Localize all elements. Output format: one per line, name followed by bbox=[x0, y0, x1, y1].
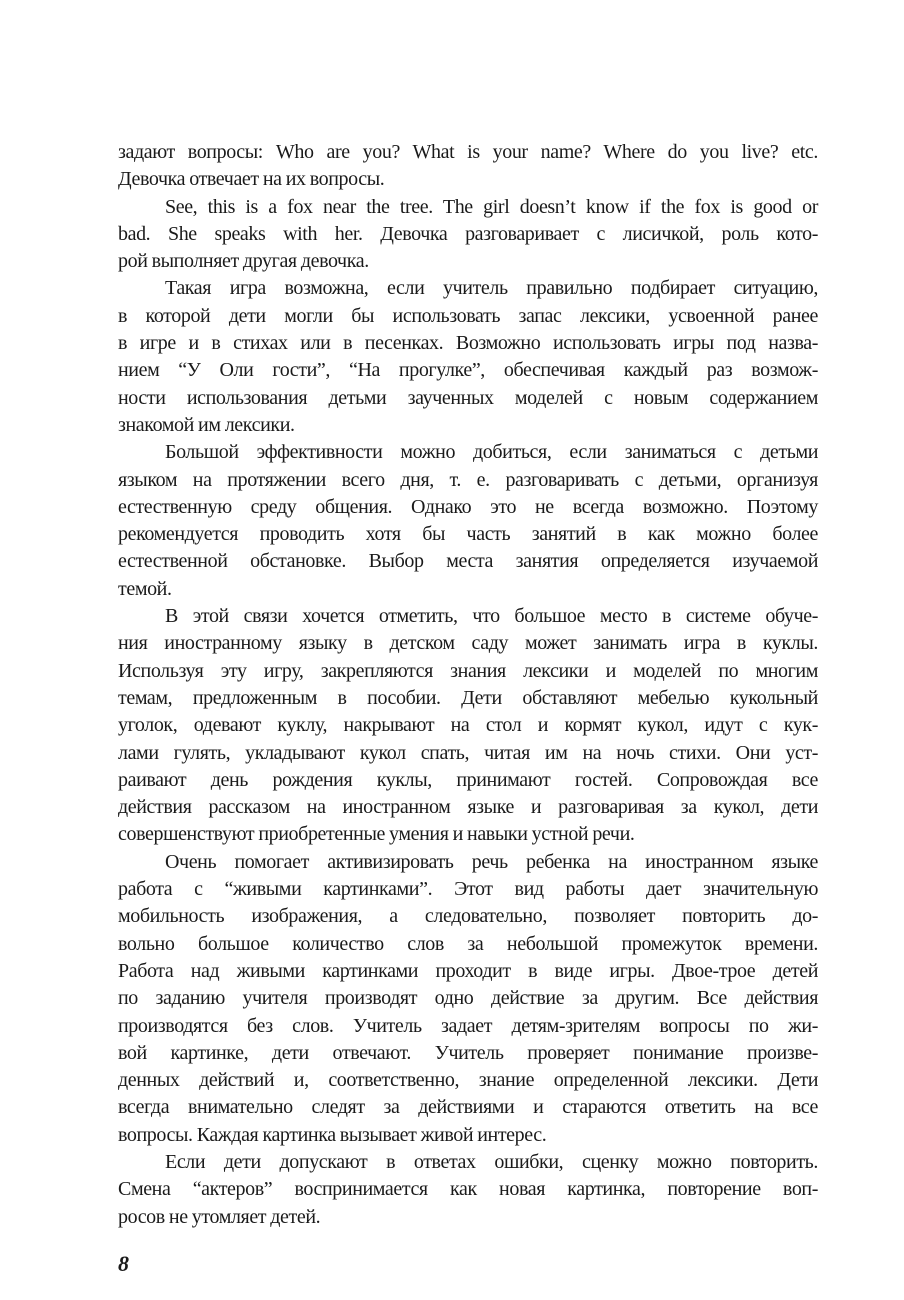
text-line: темой. bbox=[118, 577, 172, 600]
text-line: Если дети допускают в ответах ошибки, сценку можно повторить. bbox=[165, 1150, 818, 1173]
text-line: вопросы. Каждая картинка вызывает живой интерес. bbox=[118, 1123, 547, 1146]
text-line: знакомой им лексики. bbox=[118, 413, 295, 436]
text-line: Такая игра возможна, если учитель правильно подбирает ситуацию, bbox=[165, 277, 818, 300]
text-line: Используя эту игру, закрепляются знания лексики и моделей по многим bbox=[118, 659, 818, 682]
text-line: Работа над живыми картинками проходит в виде игры. Двое-трое детей bbox=[118, 959, 818, 982]
text-line: See, this is a fox near the tree. The girl doesn’t know if the fox is good or bbox=[165, 195, 818, 218]
text-line: задают вопросы: Who are you? What is your name? Where do you live? etc. bbox=[118, 141, 818, 163]
text-line: темам, предложенным в пособии. Дети обставляют мебелью кукольный bbox=[118, 686, 818, 709]
text-line: всегда внимательно следят за действиями и стараются ответить на все bbox=[118, 1096, 818, 1119]
paragraph bbox=[118, 439, 818, 603]
text-line: по заданию учителя производят одно действие за другим. Все действия bbox=[118, 987, 818, 1010]
body-text bbox=[118, 139, 818, 1277]
text-line: языком на протяжении всего дня, т. е. разговаривать с детьми, организуя bbox=[118, 468, 818, 491]
paragraph bbox=[118, 1149, 818, 1231]
text-line: естественную среду общения. Однако это не всегда возможно. Поэтому bbox=[118, 495, 818, 518]
text-line: раивают день рождения куклы, принимают гостей. Сопровождая все bbox=[118, 768, 818, 791]
text-line: действия рассказом на иностранном языке и разговаривая за кукол, дети bbox=[118, 796, 818, 819]
text-line: уголок, одевают куклу, накрывают на стол и кормят кукол, идут с кук- bbox=[118, 714, 818, 737]
text-line: денных действий и, соответственно, знание определенной лексики. Дети bbox=[118, 1069, 818, 1092]
text-line: Девочка отвечает на их вопросы. bbox=[118, 168, 385, 191]
text-line: лами гулять, укладывают кукол спать, читая им на ночь стихи. Они уст- bbox=[118, 741, 818, 764]
text-line: вольно большое количество слов за небольшой промежуток времени. bbox=[118, 932, 818, 955]
text-line: рекомендуется проводить хотя бы часть занятий в как можно более bbox=[118, 523, 818, 546]
text-line: работа с “живыми картинками”. Этот вид работы дает значительную bbox=[118, 878, 818, 901]
text-line: совершенствуют приобретенные умения и навыки устной речи. bbox=[118, 823, 635, 846]
text-line: В этой связи хочется отметить, что большое место в системе обуче- bbox=[165, 605, 818, 628]
text-line: Смена “актеров” воспринимается как новая картинка, повторение воп- bbox=[118, 1178, 818, 1201]
text-line: bad. She speaks with her. Девочка разговаривает с лисичкой, роль кото- bbox=[118, 222, 818, 245]
text-line: мобильность изображения, а следовательно, позволяет повторить до- bbox=[118, 905, 818, 928]
text-line: ния иностранному языку в детском саду может занимать игра в куклы. bbox=[118, 632, 818, 655]
paragraph bbox=[118, 603, 818, 849]
paragraph bbox=[118, 849, 818, 1149]
text-line: в игре и в стихах или в песенках. Возможно использовать игры под назва- bbox=[118, 332, 818, 355]
text-line: производятся без слов. Учитель задает детям-зрителям вопросы по жи- bbox=[118, 1014, 818, 1037]
text-line: рой выполняет другая девочка. bbox=[118, 250, 369, 273]
page-number: 8 bbox=[118, 1250, 129, 1276]
paragraph bbox=[118, 139, 818, 194]
text-line: росов не утомляет детей. bbox=[118, 1205, 321, 1228]
text-line: естественной обстановке. Выбор места занятия определяется изучаемой bbox=[118, 550, 818, 573]
text-line: нием “У Оли гости”, “На прогулке”, обеспечивая каждый раз возмож- bbox=[118, 359, 818, 382]
text-line: ности использования детьми заученных моделей с новым содержанием bbox=[118, 386, 818, 409]
text-line: Большой эффективности можно добиться, если заниматься с детьми bbox=[165, 441, 818, 464]
text-line: Очень помогает активизировать речь ребенка на иностранном языке bbox=[165, 850, 818, 873]
text-line: в которой дети могли бы использовать запас лексики, усвоенной ранее bbox=[118, 304, 818, 327]
paragraph bbox=[118, 194, 818, 276]
paragraphs bbox=[118, 139, 818, 1231]
paragraph bbox=[118, 275, 818, 439]
text-line: вой картинке, дети отвечают. Учитель проверяет понимание произве- bbox=[118, 1041, 818, 1064]
